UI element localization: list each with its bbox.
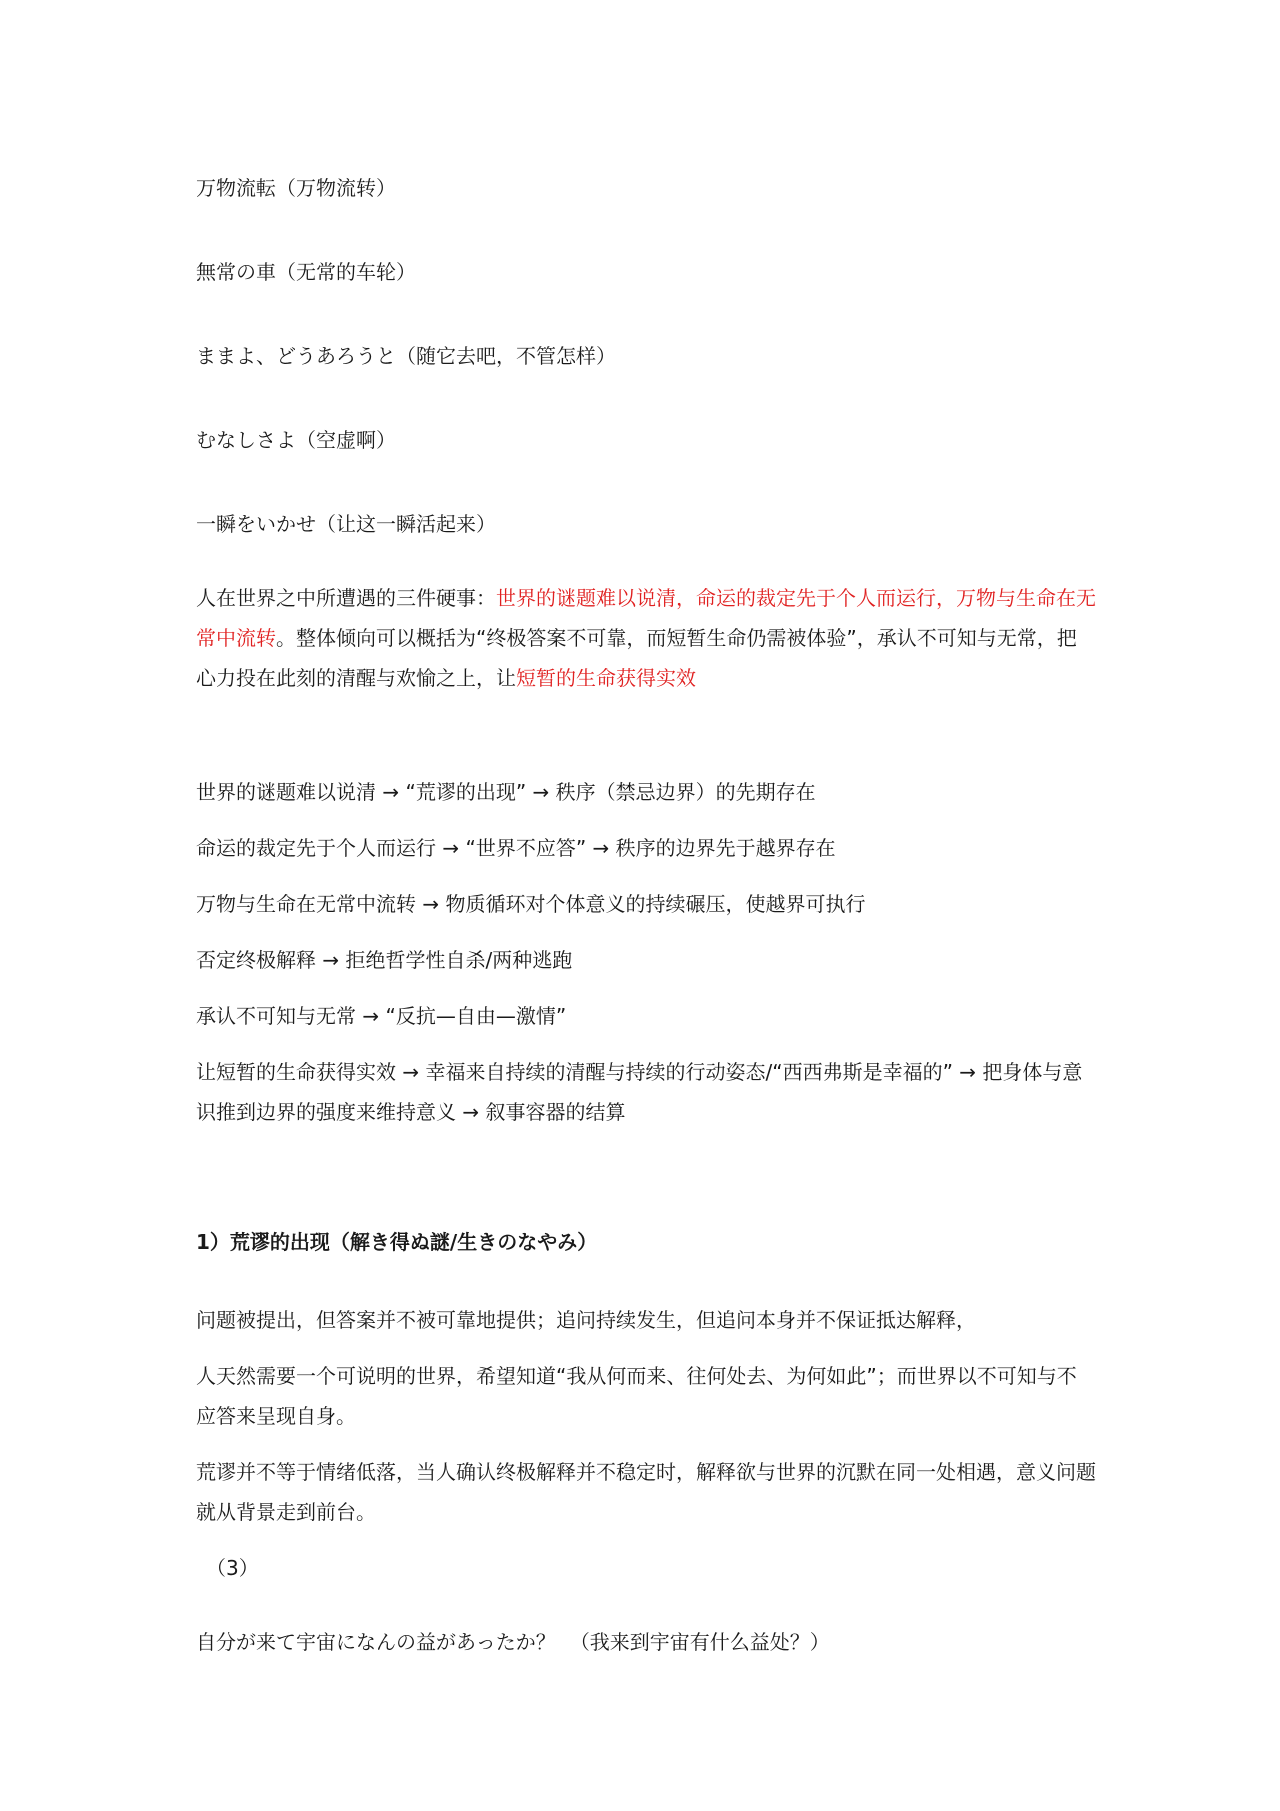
term-line: [196, 420, 1096, 460]
mapping-line: 命运的裁定先于个人而运行 → “世界不应答” → 秩序的边界先于越界存在: [196, 836, 836, 860]
summary-highlight-effect: 短暂的生命获得实效: [516, 666, 696, 690]
quote-zh: （我来到宇宙有什么益处？）: [569, 1630, 830, 1654]
term-jp: 万物流転: [196, 176, 276, 200]
term-zh: （无常的车轮）: [276, 260, 416, 284]
summary-body: 。整体倾向可以概括为“终极答案不可靠，而短暂生命仍需被体验”，承认不可知与无常，把心力投在此刻的清醒与欢愉之上，让: [196, 626, 1077, 690]
section-heading: 1）荒谬的出现（解き得ぬ謎/生きのなやみ）: [196, 1230, 598, 1254]
mapping-line: 万物与生命在无常中流转 → 物质循环对个体意义的持续碾压，使越界可执行: [196, 892, 866, 916]
term-line: [196, 504, 1096, 544]
section-paragraph: 问题被提出，但答案并不被可靠地提供；追问持续发生，但追问本身并不保证抵达解释，: [196, 1308, 976, 1332]
term-zh: （万物流转）: [276, 176, 396, 200]
summary-highlight-three-facts: 世界的谜题难以说清，命运的裁定先于个人而运行，万物与生命在无常中流转: [196, 586, 1096, 650]
term-jp: 無常の車: [196, 260, 276, 284]
mapping-line: 否定终极解释 → 拒绝哲学性自杀/两种逃跑: [196, 948, 573, 972]
summary-paragraph: [196, 578, 1096, 698]
section-paragraph: 荒谬并不等于情绪低落，当人确认终极解释并不稳定时，解释欲与世界的沉默在同一处相遇，意义问题就从背景走到前台。: [196, 1460, 1096, 1524]
term-zh: （空虚啊）: [296, 428, 396, 452]
item-number: （3）: [206, 1556, 259, 1580]
section-paragraph: 人天然需要一个可说明的世界，希望知道“我从何而来、往何处去、为何如此”；而世界以不可知与不应答来呈现自身。: [196, 1364, 1077, 1428]
term-zh: （随它去吧，不管怎样）: [396, 344, 616, 368]
term-line: [196, 252, 1096, 292]
mapping-line: 让短暂的生命获得实效 → 幸福来自持续的清醒与持续的行动姿态/“西西弗斯是幸福的” → 把身体与意识推到边界的强度来维持意义 → 叙事容器的结算: [196, 1060, 1083, 1124]
term-line: [196, 168, 1096, 208]
mapping-line: 世界的谜题难以说清 → “荒谬的出现” → 秩序（禁忌边界）的先期存在: [196, 780, 816, 804]
term-jp: むなしさよ: [196, 428, 296, 452]
term-zh: （让这一瞬活起来）: [316, 512, 496, 536]
term-jp: 一瞬をいかせ: [196, 512, 316, 536]
term-jp: ままよ、どうあろうと: [196, 344, 396, 368]
summary-intro: 人在世界之中所遭遇的三件硬事：: [196, 586, 496, 610]
term-line: [196, 336, 1096, 376]
mapping-line: 承认不可知与无常 → “反抗—自由—激情”: [196, 1004, 567, 1028]
quote-line: [196, 1622, 1096, 1662]
quote-jp: 自分が来て宇宙になんの益があったか？: [196, 1630, 556, 1654]
